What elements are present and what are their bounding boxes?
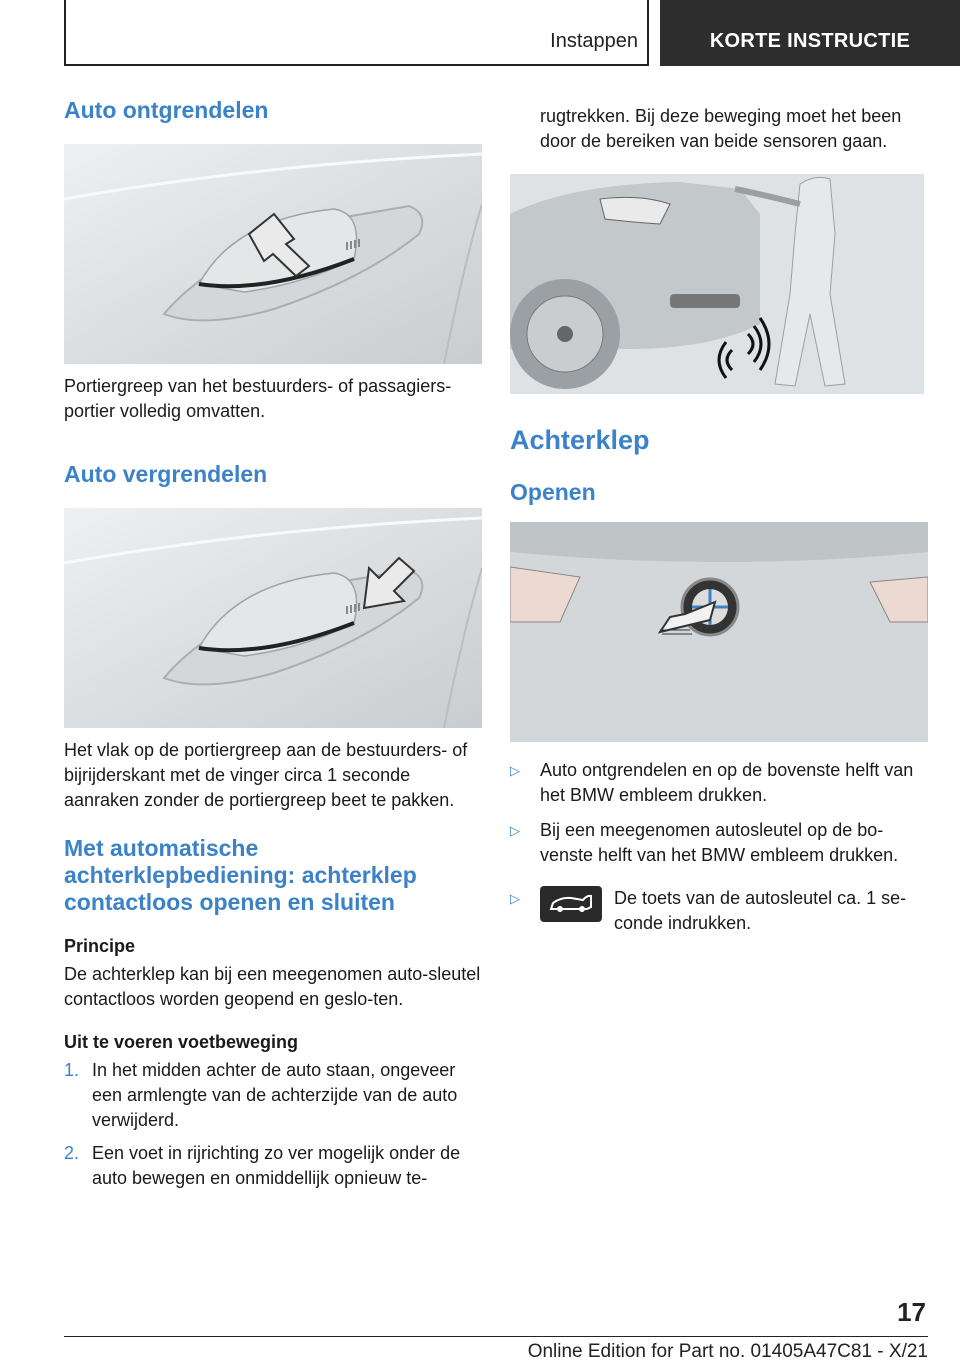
car-tailgate-key-icon [540,886,602,922]
instruction-text: Auto ontgrendelen en op de bovenste helft van het BMW embleem drukken. [540,760,914,805]
triangle-bullet-icon: ▷ [510,891,520,906]
triangle-bullet-icon: ▷ [510,763,520,778]
step-item [64,1058,482,1133]
step-continuation-text: rugtrekken. Bij deze beweging moet het been door de bereiken van beide sensoren gaan. [540,106,902,151]
page-footer [64,1336,928,1362]
left-column [64,96,482,1199]
step-text: Een voet in rijrichting zo ver mogelijk onder de auto bewegen en onmiddellijk opnieuw te- [92,1143,461,1188]
step-number: 2. [64,1143,80,1163]
open-title: Openen [510,479,596,505]
tailgate-title: Achterklep [510,425,650,455]
foot-gesture-figure [510,174,924,394]
lock-caption: Het vlak op de portiergreep aan de bestuurders- of bijrijderskant met de vinger circa 1 seconde aanraken zonder de portiergreep beet te pakken. [64,740,468,810]
header-chapter-label: KORTE INSTRUCTIE [660,0,960,66]
instruction-text: Bij een meegenomen autosleutel op de bo-venste helft van het BMW embleem drukken. [540,820,899,865]
door-handle-unlock-figure [64,144,482,364]
header-section-label: Instappen [550,30,638,52]
instruction-item [510,886,928,936]
lock-title: Auto vergrendelen [64,461,268,487]
bmw-emblem-figure [510,522,928,742]
open-instructions [510,758,928,936]
unlock-title: Auto ontgrendelen [64,97,269,123]
instruction-item [510,818,928,868]
page-number: 17 [897,1297,926,1327]
step-number: 1. [64,1060,80,1080]
right-column [510,104,928,946]
door-handle-lock-figure [64,508,482,728]
page-header [0,0,960,66]
principle-text: De achterklep kan bij een meegenomen auto-sleutel contactloos worden geopend en geslo-ten. [64,964,481,1009]
step-item [64,1141,482,1191]
principle-title: Principe [64,936,136,956]
foot-movement-steps [64,1058,482,1191]
foot-movement-title: Uit te voeren voetbeweging [64,1032,299,1052]
triangle-bullet-icon: ▷ [510,823,520,838]
unlock-caption: Portiergreep van het bestuurders- of passagiers-portier volledig omvatten. [64,376,452,421]
auto-tailgate-title: Met automatische achterklepbediening: achterklep contactloos openen en sluiten [64,835,417,915]
step-text: In het midden achter de auto staan, ongeveer een armlengte van de achterzijde van de auto verwijderd. [92,1060,458,1130]
instruction-text: De toets van de autosleutel ca. 1 se-conde indrukken. [614,888,907,933]
instruction-item [510,758,928,808]
edition-text: Online Edition for Part no. 01405A47C81 - X/21 [527,1341,928,1362]
